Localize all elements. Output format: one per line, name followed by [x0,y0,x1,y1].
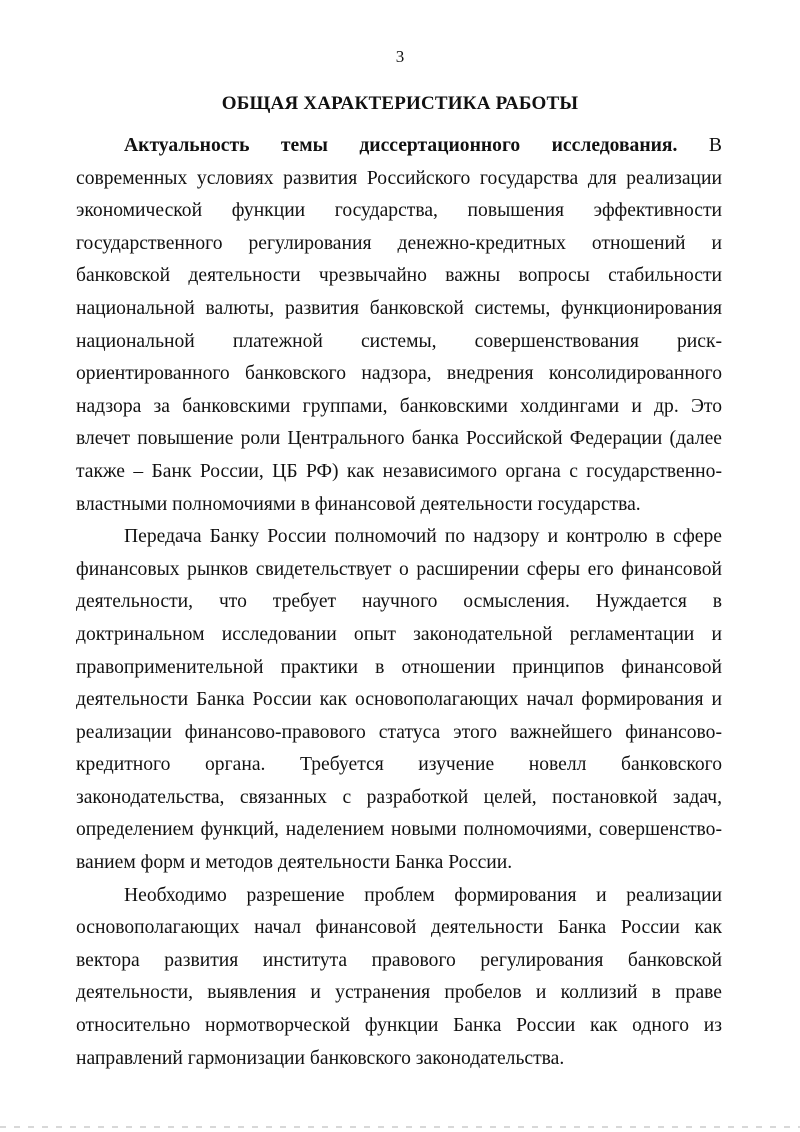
scan-bottom-edge [0,1126,800,1128]
paragraph-1-lead: Актуальность темы диссертационного исследования. [124,135,678,156]
page-number: 3 [395,47,405,66]
paragraph-2: Передача Банку России полномочий по надзору и контролю в сфере финансовых рынков свидетельствует о расширении сферы его финансовой деятельности, что требует научного осмысления. Нуждается в доктринальном исследовании опыт законодательной регламентации и правоприменительной практики в отношении принципов финансовой деятельности Банка России как основополагающих начал формирования и реализации финансово-правового статуса этого важнейшего финансово-кредитного органа. Требуется изучение новелл банковского законодательства, связанных с разработкой целей, постановкой задач, определением функций, наделением новыми полномочиями, совершенствованием форм и методов деятельности Банка России. [76,526,722,874]
paragraph-1 [76,130,722,521]
paragraph-1-text: В современных условиях развития Российского государства для реализации экономической функции государства, повышения эффективности государственного регулирования денежно-кредитных отношений и банковской деятельности чрезвычайно важны вопросы стабильности национальной валюты, развития банковской системы, функционирования национальной платежной системы, совершенствования риск-ориентированного банковского надзора, внедрения консолидированного надзора за банковскими группами, банковскими холдингами и др. Это влечет повышение роли Центрального банка Российской Федерации (далее также – Банк России, ЦБ РФ) как независимого органа с государственно-властными полномочиями в финансовой деятельности государства. [76,135,722,515]
section-heading: ОБЩАЯ ХАРАКТЕРИСТИКА РАБОТЫ [221,93,579,114]
paragraph-3: Необходимо разрешение проблем формирования и реализации основополагающих начал финансовой деятельности Банка России как вектора развития института правового регулирования банковской деятельности, выявления и устранения пробелов и коллизий в праве относительно нормотворческой функции Банка России как одного из направлений гармонизации банковского законодательства. [76,884,722,1069]
body-text [76,130,722,1075]
